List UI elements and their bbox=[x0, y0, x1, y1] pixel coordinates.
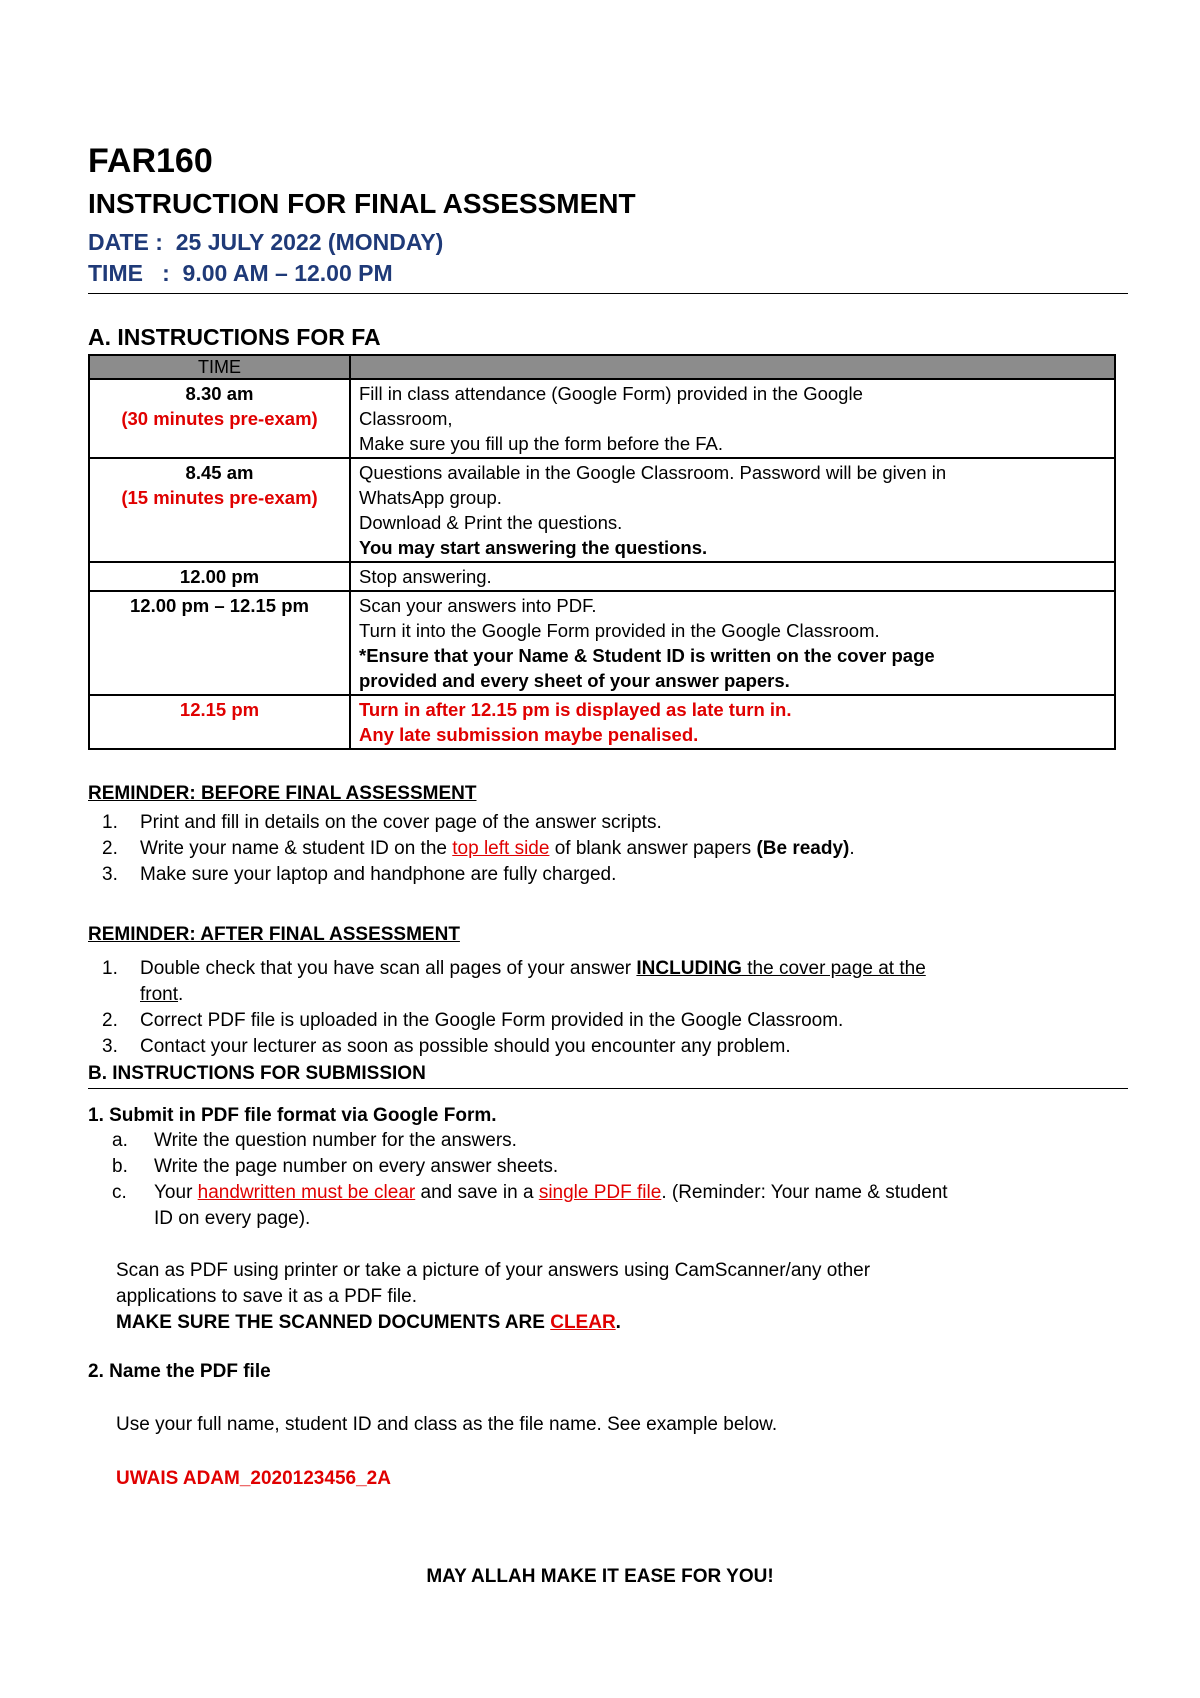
time-note: (30 minutes pre-exam) bbox=[121, 408, 318, 429]
course-code: FAR160 bbox=[88, 142, 213, 180]
list-letter: b. bbox=[112, 1156, 128, 1177]
list-item bbox=[112, 1154, 1122, 1180]
table-row bbox=[89, 562, 1115, 591]
time-value: 12.00 pm – 12.15 pm bbox=[130, 595, 309, 616]
description-column-header bbox=[350, 355, 1115, 379]
list-text: Write the page number on every answer sheets. bbox=[154, 1156, 559, 1177]
time-cell bbox=[89, 458, 350, 562]
list-letter: c. bbox=[112, 1182, 127, 1203]
list-text: Your bbox=[154, 1182, 198, 1203]
description-line-bold: You may start answering the questions. bbox=[359, 537, 708, 558]
make-sure-notice bbox=[116, 1310, 1116, 1336]
bold-underlined-text: INCLUDING bbox=[636, 958, 742, 979]
list-item bbox=[112, 1128, 1122, 1154]
list-text: Double check that you have scan all pages of your answer bbox=[140, 958, 637, 979]
description-cell bbox=[350, 458, 1115, 562]
file-naming-instructions: Use your full name, student ID and class as the file name. See example below. bbox=[116, 1414, 778, 1435]
table-row bbox=[89, 695, 1115, 749]
reminder-before-list bbox=[102, 810, 1122, 888]
reminder-after-heading: REMINDER: AFTER FINAL ASSESSMENT bbox=[88, 924, 460, 945]
bold-text: (Be ready) bbox=[756, 838, 850, 859]
description-cell bbox=[350, 591, 1115, 695]
list-letter: a. bbox=[112, 1130, 128, 1151]
list-number: 2. bbox=[102, 1010, 118, 1031]
description-cell bbox=[350, 379, 1115, 458]
description-line: Fill in class attendance (Google Form) provided in the Google bbox=[359, 383, 863, 404]
time-cell bbox=[89, 591, 350, 695]
list-number: 2. bbox=[102, 838, 118, 859]
list-text: . bbox=[849, 838, 855, 859]
time-value: 8.30 am bbox=[185, 383, 254, 404]
notice-text: MAKE SURE THE SCANNED DOCUMENTS ARE bbox=[116, 1312, 551, 1333]
section-a-heading: A. INSTRUCTIONS FOR FA bbox=[88, 324, 381, 350]
list-number: 3. bbox=[102, 864, 118, 885]
description-cell bbox=[350, 562, 1115, 591]
description-line: Questions available in the Google Classroom. Password will be given in bbox=[359, 462, 947, 483]
time-value: 12.00 pm bbox=[179, 566, 260, 587]
description-line-bold: provided and every sheet of your answer papers. bbox=[359, 670, 790, 691]
section-b-heading: B. INSTRUCTIONS FOR SUBMISSION bbox=[88, 1063, 426, 1084]
description-line: Classroom, bbox=[359, 408, 453, 429]
highlighted-text: top left side bbox=[452, 838, 550, 859]
list-text: ID on every page). bbox=[154, 1208, 311, 1229]
description-line: Stop answering. bbox=[359, 566, 492, 587]
table-row bbox=[89, 379, 1115, 458]
list-item bbox=[102, 810, 1122, 836]
exam-time: TIME : 9.00 AM – 12.00 PM bbox=[88, 260, 393, 286]
header-divider bbox=[88, 293, 1128, 294]
list-item bbox=[112, 1180, 1122, 1232]
list-number: 3. bbox=[102, 1036, 118, 1057]
list-text: . (Reminder: Your name & student bbox=[661, 1182, 948, 1203]
description-cell bbox=[350, 695, 1115, 749]
list-item bbox=[102, 1034, 1122, 1060]
list-text: Write the question number for the answers. bbox=[154, 1130, 517, 1151]
time-cell bbox=[89, 379, 350, 458]
paragraph-line: applications to save it as a PDF file. bbox=[116, 1286, 417, 1307]
schedule-table bbox=[88, 354, 1116, 750]
underlined-text: the cover page at the bbox=[741, 958, 926, 979]
notice-text: . bbox=[615, 1312, 621, 1333]
file-name-example: UWAIS ADAM_2020123456_2A bbox=[116, 1468, 391, 1489]
list-item bbox=[102, 1008, 1122, 1034]
description-line-warning: Any late submission maybe penalised. bbox=[359, 724, 699, 745]
time-note: (15 minutes pre-exam) bbox=[121, 487, 318, 508]
submission-step-1-heading: 1. Submit in PDF file format via Google Form. bbox=[88, 1105, 497, 1126]
list-text: Correct PDF file is uploaded in the Google Form provided in the Google Classroom. bbox=[140, 1010, 844, 1031]
time-value: 8.45 am bbox=[185, 462, 254, 483]
table-row bbox=[89, 458, 1115, 562]
section-b-divider bbox=[88, 1088, 1128, 1089]
list-text: Make sure your laptop and handphone are fully charged. bbox=[140, 864, 617, 885]
paragraph-line: Scan as PDF using printer or take a picture of your answers using CamScanner/any other bbox=[116, 1260, 871, 1281]
underlined-text: front bbox=[140, 984, 179, 1005]
list-item bbox=[102, 862, 1122, 888]
time-cell bbox=[89, 562, 350, 591]
time-cell bbox=[89, 695, 350, 749]
description-line-warning: Turn in after 12.15 pm is displayed as late turn in. bbox=[359, 699, 792, 720]
table-header-row bbox=[89, 355, 1115, 379]
description-line: Scan your answers into PDF. bbox=[359, 595, 597, 616]
highlighted-text: CLEAR bbox=[550, 1312, 616, 1333]
list-number: 1. bbox=[102, 812, 118, 833]
submission-step-1-list bbox=[112, 1128, 1122, 1232]
reminder-after-list bbox=[102, 956, 1122, 1060]
table-row bbox=[89, 591, 1115, 695]
list-text: Print and fill in details on the cover page of the answer scripts. bbox=[140, 812, 662, 833]
list-text: Write your name & student ID on the bbox=[140, 838, 453, 859]
exam-date: DATE : 25 JULY 2022 (MONDAY) bbox=[88, 229, 444, 255]
time-column-header: TIME bbox=[89, 355, 350, 379]
list-item bbox=[102, 956, 1122, 1008]
time-value: 12.15 pm bbox=[179, 699, 260, 720]
highlighted-text: single PDF file bbox=[538, 1182, 662, 1203]
description-line: WhatsApp group. bbox=[359, 487, 502, 508]
document-title: INSTRUCTION FOR FINAL ASSESSMENT bbox=[88, 188, 636, 219]
description-line: Turn it into the Google Form provided in the Google Classroom. bbox=[359, 620, 880, 641]
scan-instructions bbox=[116, 1258, 1116, 1310]
description-line: Make sure you fill up the form before the FA. bbox=[359, 433, 724, 454]
highlighted-text: handwritten must be clear bbox=[197, 1182, 416, 1203]
list-text: and save in a bbox=[415, 1182, 539, 1203]
submission-step-2-heading: 2. Name the PDF file bbox=[88, 1361, 271, 1382]
list-text: Contact your lecturer as soon as possible should you encounter any problem. bbox=[140, 1036, 791, 1057]
list-text: . bbox=[178, 984, 184, 1005]
reminder-before-heading: REMINDER: BEFORE FINAL ASSESSMENT bbox=[88, 783, 477, 804]
description-line-bold: *Ensure that your Name & Student ID is written on the cover page bbox=[359, 645, 935, 666]
description-line: Download & Print the questions. bbox=[359, 512, 623, 533]
list-item bbox=[102, 836, 1122, 862]
closing-message: MAY ALLAH MAKE IT EASE FOR YOU! bbox=[426, 1566, 774, 1587]
list-text: of blank answer papers bbox=[549, 838, 757, 859]
list-number: 1. bbox=[102, 958, 118, 979]
